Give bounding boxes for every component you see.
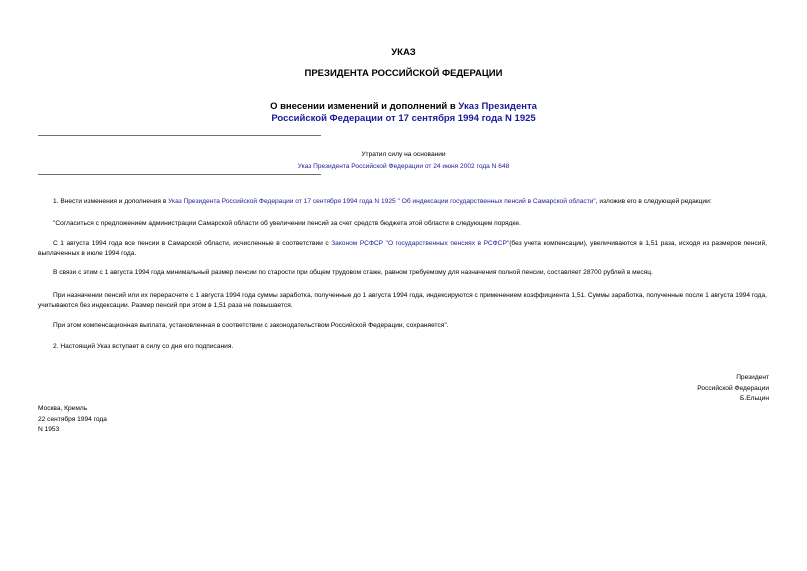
- paragraph-3-text-b: (без учета компенсации), увеличиваются в 1,51 раза, исходя из размеров пенсий, выплаченных в июле 1994 года.: [38, 240, 767, 257]
- place-city: Москва, Кремль: [38, 405, 88, 412]
- top-divider: [38, 135, 321, 136]
- paragraph-2: [38, 219, 767, 229]
- signature-title: Президент: [736, 374, 769, 381]
- signature-name: Б.Ельцин: [740, 395, 769, 402]
- paragraph-7-text: 2. Настоящий Указ вступает в силу со дня его подписания.: [53, 343, 234, 350]
- paragraph-1-link[interactable]: Указ Президента Российской Федерации от 17 сентября 1994 года N 1925 " Об индексации государственных пенсий в Самарской области": [168, 198, 596, 205]
- paragraph-3: [38, 239, 767, 259]
- paragraph-4-text: В связи с этим с 1 августа 1994 года минимальный размер пенсии по старости при общем трудовом стаже, равном требуемому для назначения полной пенсии, составляет 28700 рублей в месяц.: [53, 269, 653, 276]
- paragraph-7: [38, 342, 767, 352]
- paragraph-6-text: При этом компенсационная выплата, установленная в соответствии с законодательством Российской Федерации, сохраняется".: [53, 322, 449, 329]
- bottom-divider: [38, 174, 321, 175]
- paragraph-5: [38, 291, 767, 311]
- paragraph-2-text: "Согласиться с предложением администрации Самарской области об увеличении пенсий за счет средств бюджета этой области в следующем порядке.: [53, 220, 521, 227]
- document-subtitle: ПРЕЗИДЕНТА РОССИЙСКОЙ ФЕДЕРАЦИИ: [304, 68, 503, 79]
- repeal-note-text: Утратил силу на основании: [361, 151, 446, 158]
- document-heading: [0, 101, 807, 125]
- signature-block: [697, 373, 769, 405]
- heading-link-ukaz[interactable]: Указ Президента: [458, 101, 537, 112]
- repeal-note-link[interactable]: Указ Президента Российской Федерации от 24 июня 2002 года N 648: [297, 163, 510, 170]
- paragraph-3-link[interactable]: Законом РСФСР "О государственных пенсиях в РСФСР": [331, 240, 510, 247]
- paragraph-1-text-b: , изложив его в следующей редакции:: [595, 198, 712, 205]
- paragraph-1-text-a: 1. Внести изменения и дополнения в: [53, 198, 169, 205]
- paragraph-5-text: При назначении пенсий или их перерасчете с 1 августа 1994 года суммы заработка, полученные до 1 августа 1994 года, индексируются с применением коэффициента 1,51. Суммы заработка, полученные после 1 августа 1994 года, учитываются без индексации. Размер пенсий при этом в 1,51 раза не повышается.: [38, 292, 767, 309]
- document-number: N 1953: [38, 426, 60, 433]
- place-date-block: [38, 404, 107, 436]
- paragraph-1: [38, 197, 767, 207]
- place-date: 22 сентября 1994 года: [38, 415, 107, 423]
- paragraph-6: [38, 321, 767, 331]
- heading-prefix: О внесении изменений и дополнений в: [270, 101, 459, 112]
- document-title: УКАЗ: [391, 47, 416, 58]
- paragraph-4: [38, 268, 767, 278]
- heading-link-ukaz-date[interactable]: Российской Федерации от 17 сентября 1994 года N 1925: [271, 113, 536, 124]
- paragraph-3-text-a: С 1 августа 1994 года все пенсии в Самарской области, исчисленные в соответствии с: [53, 240, 332, 247]
- repeal-note: [160, 149, 647, 173]
- signature-country: Российской Федерации: [697, 384, 769, 392]
